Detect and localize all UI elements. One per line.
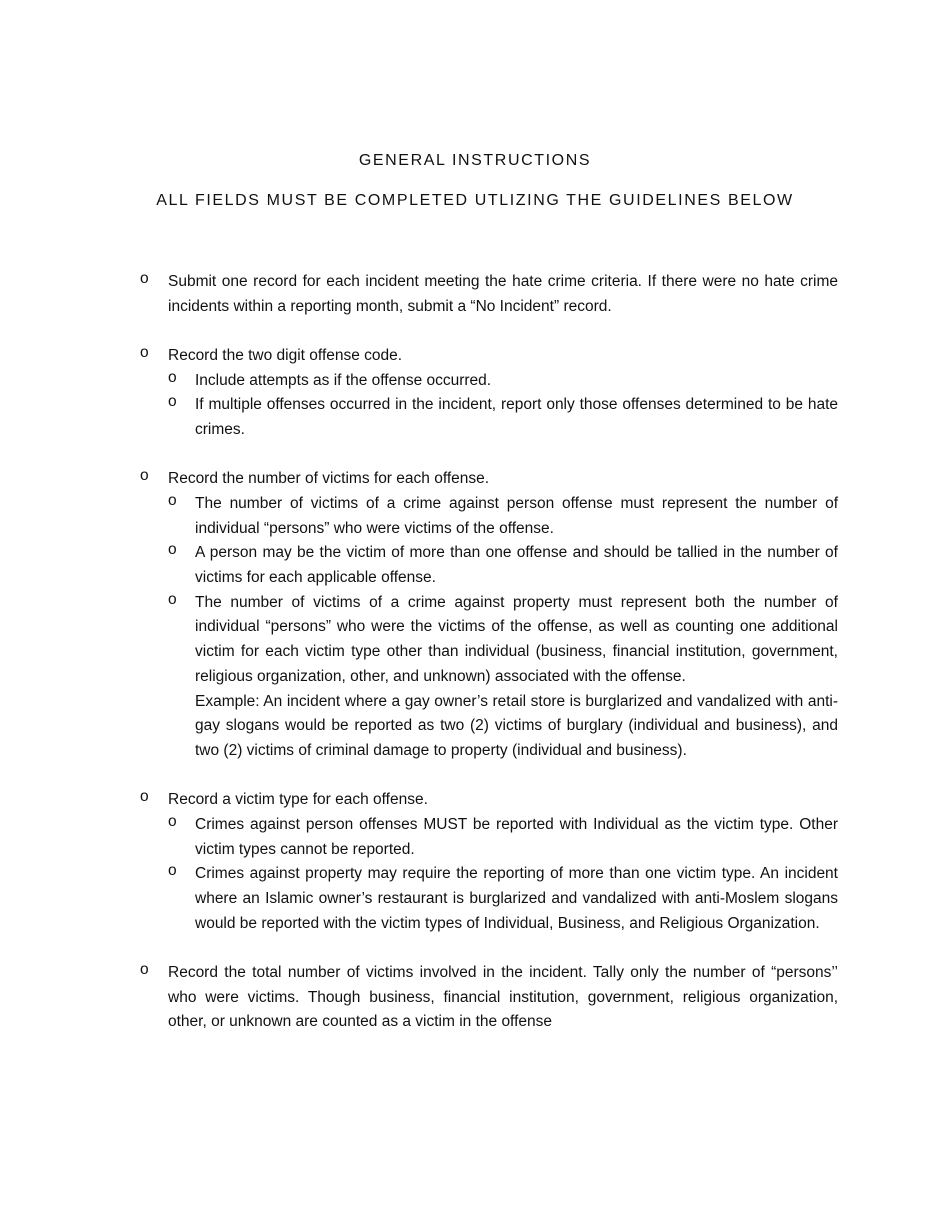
bullet-marker: o xyxy=(140,270,149,287)
sub-instruction-text: Crimes against property may require the reporting of more than one victim type. An incident where an Islamic owner’s restaurant is burglarized and vandalized with anti-Moslem slogans would be reported with the victim types of Individual, Business, and Religious Organization. xyxy=(195,865,838,932)
bullet-marker: o xyxy=(168,541,177,559)
sub-instruction-item xyxy=(168,369,838,394)
bullet-marker: o xyxy=(168,590,177,608)
sub-instruction-list xyxy=(140,369,838,443)
bullet-marker: o xyxy=(168,368,177,386)
instruction-text: Submit one record for each incident meeting the hate crime criteria. If there were no hate crime incidents within a reporting month, submit a “No Incident” record. xyxy=(168,273,838,315)
sub-instruction-item xyxy=(168,541,838,590)
sub-instruction-text: Include attempts as if the offense occurred. xyxy=(195,371,492,389)
instruction-item xyxy=(140,467,838,763)
instruction-item xyxy=(140,788,838,936)
example-paragraph: Example: An incident where a gay owner’s retail store is burglarized and vandalized with anti-gay slogans would be reported as two (2) victims of burglary (individual and business), and two (2) victims of criminal damage to property (individual and business). xyxy=(195,692,838,759)
instruction-text: Record the two digit offense code. xyxy=(168,346,403,364)
instruction-text: Record the total number of victims involved in the incident. Tally only the number of “persons’’ who were victims. Though business, financial institution, government, religious organization, other, or unknown are counted as a victim in the offense xyxy=(168,963,838,1031)
sub-instruction-item xyxy=(168,813,838,862)
sub-instruction-text: The number of victims of a crime against person offense must represent the number of individual “persons” who were victims of the offense. xyxy=(195,494,838,537)
bullet-marker: o xyxy=(168,491,177,509)
sub-instruction-text: If multiple offenses occurred in the incident, report only those offenses determined to be hate crimes. xyxy=(195,396,838,439)
sub-instruction-item xyxy=(168,591,838,764)
bullet-marker: o xyxy=(168,393,177,411)
sub-instruction-item xyxy=(168,862,838,936)
sub-instruction-text: Crimes against person offenses MUST be reported with Individual as the victim type. Other victim types cannot be reported. xyxy=(195,815,838,858)
sub-instruction-list xyxy=(140,813,838,937)
bullet-marker: o xyxy=(168,862,177,880)
instruction-text: Record a victim type for each offense. xyxy=(168,791,428,809)
instruction-item xyxy=(140,270,838,319)
instructions-list xyxy=(140,270,838,1059)
instruction-item xyxy=(140,961,838,1035)
sub-instruction-item xyxy=(168,393,838,442)
page-subtitle: ALL FIELDS MUST BE COMPLETED UTLIZING THE GUIDELINES BELOW xyxy=(156,192,794,209)
page-title: GENERAL INSTRUCTIONS xyxy=(358,152,592,169)
sub-instruction-item xyxy=(168,492,838,541)
bullet-marker: o xyxy=(140,467,149,485)
instruction-item xyxy=(140,344,838,443)
instruction-text: Record the number of victims for each offense. xyxy=(168,470,490,488)
sub-instruction-text: The number of victims of a crime against property must represent both the number of individual “persons” who were the victims of the offense, as well as counting one additional victim for each victim type other than individual (business, financial institution, government, religious organization, other, and unknown) associated with the offense. xyxy=(195,593,838,685)
bullet-marker: o xyxy=(140,960,149,978)
sub-instruction-list xyxy=(140,492,838,764)
bullet-marker: o xyxy=(140,788,149,806)
bullet-marker: o xyxy=(168,812,177,830)
bullet-marker: o xyxy=(140,343,149,361)
sub-instruction-text: A person may be the victim of more than one offense and should be tallied in the number of victims for each applicable offense. xyxy=(195,544,838,587)
